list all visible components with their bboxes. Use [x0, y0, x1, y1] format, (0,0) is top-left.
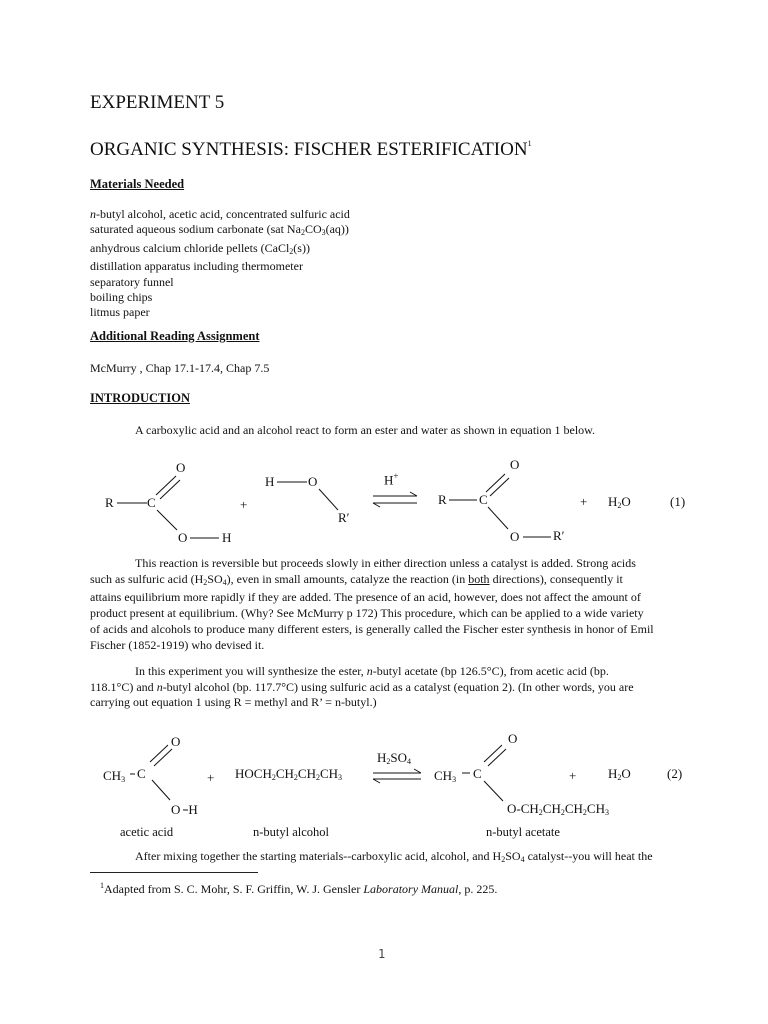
intro-paragraph-2-line-2: such as sulfuric acid $(H_2SO_4)$, even in small amounts, catalyze the reaction (in both directions), consequently it [90, 571, 623, 587]
eq2-product-carbonyl-oxygen: O [508, 731, 518, 746]
eq2-number: (2) [667, 766, 683, 781]
eq1-plus: + [240, 497, 248, 512]
eq1-product-carbon: C [479, 492, 488, 507]
material-item: litmus paper [90, 305, 150, 320]
eq1-carbon: C [147, 495, 156, 510]
eq1-product-carbonyl-oxygen: O [510, 457, 520, 472]
material-item: saturated aqueous sodium carbonate (sat $Na_2CO_3(aq)$) [90, 222, 349, 238]
eq1-number: (1) [670, 494, 686, 509]
eq2-acid-methyl: $CH_3$ [103, 768, 126, 784]
intro-paragraph-4: After mixing together the starting materials--carboxylic acid, alcohol, and $H_2SO_4$ catalyst--you will heat the [135, 849, 653, 864]
label-acetic-acid: acetic acid [120, 825, 174, 839]
intro-paragraph-2: This reaction is reversible but proceeds slowly in either direction unless a catalyst is added. Strong acids such as sulfuric acid $(H_2SO_4)$, even in small amounts, catalyze the reaction (in both directions), consequently it attains equilibrium more rapidly if they are added. The presence of an acid, however, does not affect the amount of product present at equilibrium. (Why? See McMurry p 172) This procedure, which can be applied to a wide variety of acids and alcohols to produce many different esters, is generally called the Fischer ester synthesis in honor of Emil Fischer (1852-1919) who devised it. [90, 556, 690, 653]
title-text: ORGANIC SYNTHESIS: FISCHER ESTERIFICATION [90, 139, 528, 160]
eq1-catalyst: H+ [384, 471, 399, 488]
eq2-product-carbon: C [473, 766, 482, 781]
eq1-water: $H_2O$ [608, 494, 631, 510]
experiment-number: EXPERIMENT 5 [90, 92, 225, 113]
page-number: 1 [378, 947, 386, 961]
eq1-alcohol-hydrogen: H [265, 474, 275, 489]
eq1-product-ester-oxygen: O [510, 529, 520, 544]
material-item: boiling chips [90, 290, 153, 305]
material-item: separatory funnel [90, 274, 174, 289]
eq2-product-methyl: $CH_3$ [434, 768, 457, 784]
title-footnote-mark: 1 [527, 139, 532, 148]
eq1-product-r-group: R [438, 492, 447, 507]
eq2-plus-2: + [569, 768, 577, 783]
reading-text: McMurry , Chap 17.1-17.4, Chap 7.5 [90, 361, 270, 375]
eq1-r-group: R [105, 495, 114, 510]
eq1-hydroxyl-hydrogen: H [222, 530, 232, 545]
eq1-carbonyl-oxygen: O [176, 460, 186, 475]
eq2-hydroxyl: O H [171, 802, 198, 817]
intro-paragraph-1: A carboxylic acid and an alcohol react to form an ester and water as shown in equation 1 below. [135, 423, 596, 437]
intro-paragraph-3: In this experiment you will synthesize the ester, n-butyl acetate (bp 126.5°C), from acetic acid (bp. 118.1°C) and n-butyl alcohol (bp. 117.7°C) using sulfuric acid as a catalyst (equation 2). (In other words, you are carrying out equation 1 using R = methyl and R’ = n-butyl.) [90, 664, 634, 710]
reading-heading: Additional Reading Assignment [90, 329, 260, 343]
eq1-alcohol-oxygen: O [308, 474, 318, 489]
eq1-alcohol-rprime: R′ [338, 510, 350, 525]
material-item: distillation apparatus including thermometer [90, 259, 303, 274]
label-butyl-alcohol: n-butyl alcohol [253, 825, 330, 839]
introduction-heading: INTRODUCTION [90, 391, 191, 405]
eq2-catalyst: $H_2SO_4$ [377, 750, 412, 766]
eq1-product-rprime: R′ [553, 528, 565, 543]
eq2-butanol: $HOCH_2CH_2CH_2CH_3$ [235, 766, 343, 782]
eq1-plus-2: + [580, 494, 588, 509]
material-item: anhydrous calcium chloride pellets (CaCl$_2$(s)) [90, 240, 310, 256]
eq2-water: $H_2O$ [608, 766, 631, 782]
footnote-divider [90, 872, 258, 873]
eq2-plus: + [207, 770, 215, 785]
eq2-carbonyl-oxygen: O [171, 734, 181, 749]
material-item: n-butyl alcohol, acetic acid, concentrated sulfuric acid [90, 207, 350, 221]
footnote: $^1$Adapted from S. C. Mohr, S. F. Griffin, W. J. Gensler Laboratory Manual, p. 225. [100, 881, 498, 896]
label-butyl-acetate: n-butyl acetate [486, 825, 560, 839]
eq2-ester-chain: $O-CH_2CH_2CH_2CH_3$ [507, 801, 609, 817]
eq2-acid-carbon: C [137, 766, 146, 781]
eq1-hydroxyl-oxygen: O [178, 530, 188, 545]
materials-heading: Materials Needed [90, 177, 185, 191]
